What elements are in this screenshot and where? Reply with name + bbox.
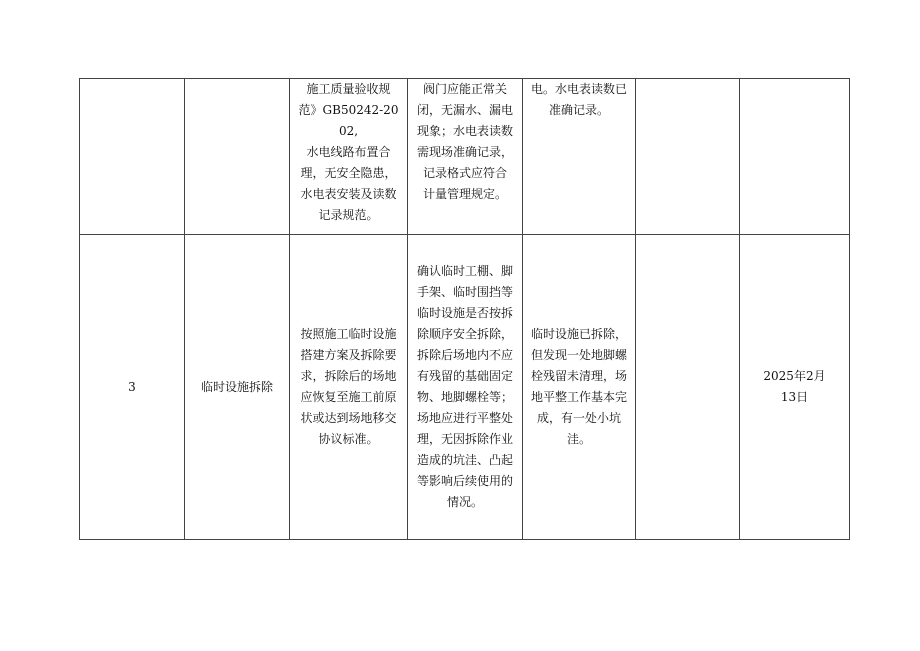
standard-text: 按照施工临时设施 搭建方案及拆除要 求，拆除后的场地 应恢复至施工前原 状或达到场地移交 协议标准。 bbox=[300, 327, 397, 446]
table-row bbox=[80, 79, 850, 235]
standard-cell bbox=[290, 79, 408, 235]
index-cell bbox=[80, 79, 185, 235]
table-row bbox=[80, 235, 850, 540]
item-name: 临时设施拆除 bbox=[200, 379, 273, 394]
result-text: 电。水电表读数已 准确记录。 bbox=[530, 82, 627, 117]
index-cell bbox=[80, 235, 185, 540]
row-index: 3 bbox=[128, 379, 136, 394]
inspection-table bbox=[79, 78, 850, 540]
item-cell bbox=[185, 79, 290, 235]
remark-cell bbox=[636, 235, 740, 540]
result-text: 临时设施已拆除， 但发现一处地脚螺 栓残留未清理，场 地平整工作基本完 成，有一处小坑 洼。 bbox=[530, 327, 627, 446]
check-text: 阀门应能正常关 闭，无漏水、漏电 现象；水电表读数 需现场准确记录， 记录格式应符合 计量管理规定。 bbox=[416, 82, 513, 201]
check-text: 确认临时工棚、脚 手架、临时围挡等 临时设施是否按拆 除顺序安全拆除， 拆除后场地内不应 有残留的基础固定 物、地脚螺栓等； 场地应进行平整处 理，无因拆除作业 造成的坑洼、凸起 等影响后续使用的 情况。 bbox=[416, 264, 513, 509]
remark-cell bbox=[636, 79, 740, 235]
result-cell bbox=[523, 235, 636, 540]
standard-cell bbox=[290, 235, 408, 540]
date-cell bbox=[740, 235, 850, 540]
item-cell bbox=[185, 235, 290, 540]
check-cell bbox=[408, 235, 523, 540]
date-cell bbox=[740, 79, 850, 235]
result-cell bbox=[523, 79, 636, 235]
inspection-date: 2025年2月 13日 bbox=[763, 369, 826, 404]
standard-text: 施工质量验收规 范》GB50242-2002, 水电线路布置合 理，无安全隐患， 水电表安装及读数 记录规范。 bbox=[298, 82, 399, 222]
check-cell bbox=[408, 79, 523, 235]
